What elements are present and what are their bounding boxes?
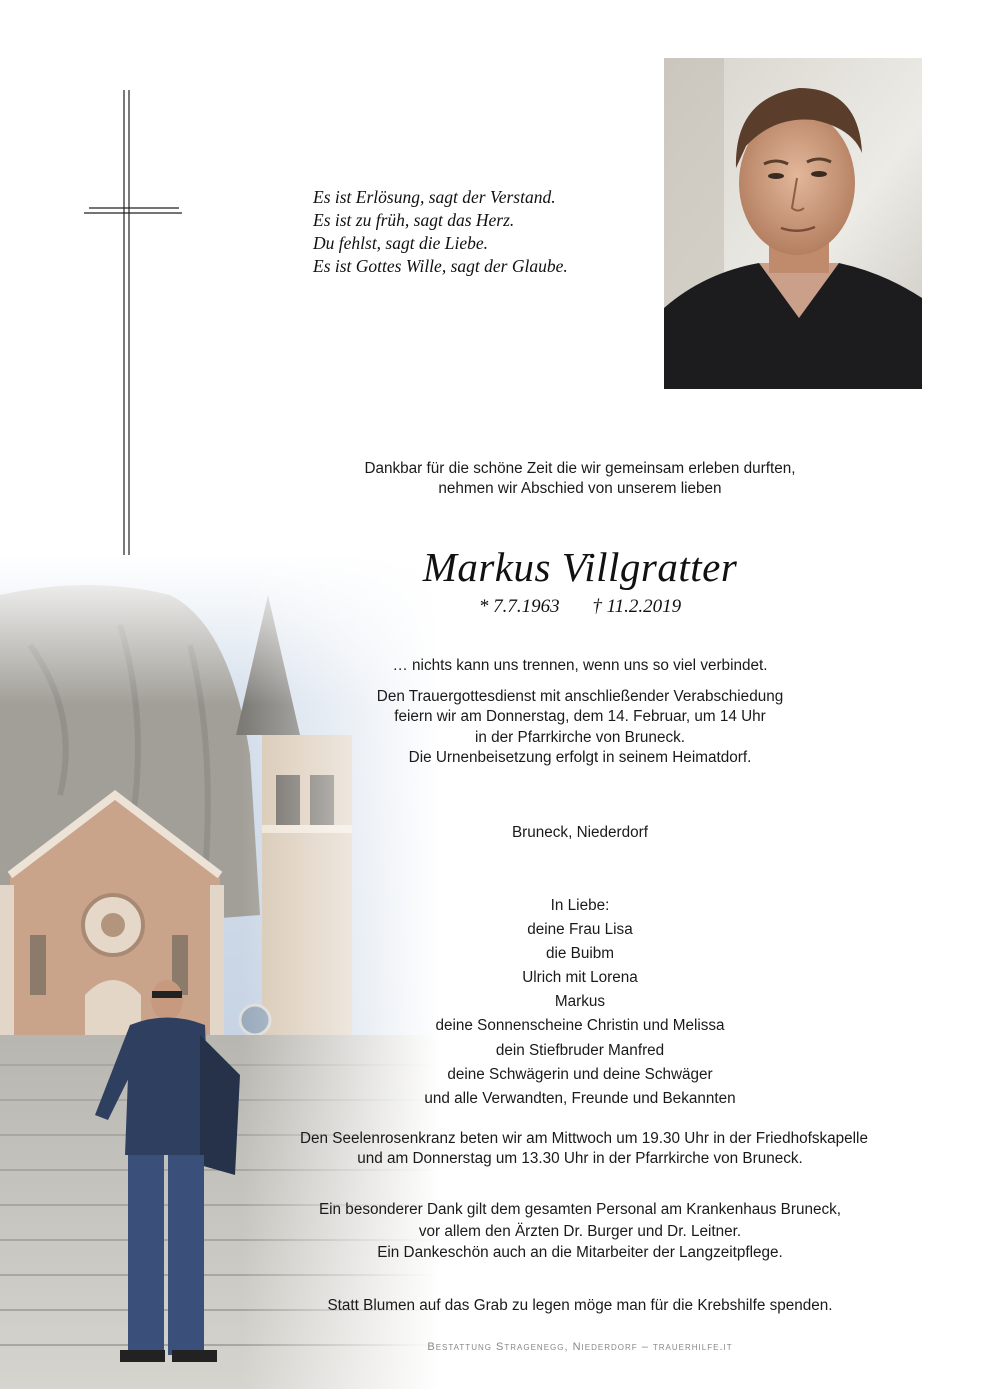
- rosary-line: und am Donnerstag um 13.30 Uhr in der Pfarrkirche von Bruneck.: [357, 1150, 803, 1168]
- service-info: [300, 687, 860, 769]
- thanks-line: vor allem den Ärzten Dr. Burger und Dr. Leitner.: [418, 1222, 742, 1240]
- death-date: † 11.2.2019: [592, 596, 682, 617]
- poem-line: Es ist Gottes Wille, sagt der Glaube.: [313, 256, 568, 276]
- service-line: Die Urnenbeisetzung erfolgt in seinem Heimatdorf.: [408, 749, 752, 767]
- mourners-heading: In Liebe:: [550, 897, 610, 914]
- mourner: die Buibm: [545, 945, 615, 963]
- mourner: deine Sonnenscheine Christin und Melissa: [435, 1017, 725, 1035]
- rosary-line: Den Seelenrosenkranz beten wir am Mittwoch um 19.30 Uhr in der Friedhofskapelle: [300, 1130, 868, 1147]
- mourner: deine Frau Lisa: [527, 921, 633, 939]
- motto: … nichts kann uns trennen, wenn uns so viel verbindet.: [392, 657, 768, 674]
- intro-text: [300, 459, 860, 500]
- mourner: deine Schwägerin und deine Schwäger: [447, 1065, 713, 1083]
- poem-line: Es ist Erlösung, sagt der Verstand.: [313, 187, 556, 207]
- cross-icon: [84, 90, 182, 572]
- deceased-name: Markus Villgratter: [422, 544, 738, 590]
- mourners-list: [300, 894, 860, 1111]
- life-dates: [330, 595, 830, 619]
- portrait-photo: [664, 58, 922, 389]
- thanks-line: Ein besonderer Dank gilt dem gesamten Personal am Krankenhaus Bruneck,: [318, 1201, 842, 1218]
- poem-line: Es ist zu früh, sagt das Herz.: [313, 210, 515, 230]
- thanks-text: [300, 1199, 860, 1264]
- mourner: Markus: [554, 993, 606, 1011]
- intro-line: nehmen wir Abschied von unserem lieben: [438, 480, 722, 498]
- service-line: in der Pfarrkirche von Bruneck.: [475, 728, 685, 746]
- mourner: und alle Verwandten, Freunde und Bekannten: [424, 1089, 736, 1107]
- poem-line: Du fehlst, sagt die Liebe.: [313, 233, 488, 253]
- mourner: Ulrich mit Lorena: [522, 969, 638, 987]
- place: Bruneck, Niederdorf: [511, 824, 649, 841]
- birth-date: * 7.7.1963: [478, 596, 560, 617]
- funeral-home-footer: Bestattung Stragenegg, Niederdorf – trauerhilfe.it: [427, 1341, 733, 1353]
- mourner: dein Stiefbruder Manfred: [495, 1041, 665, 1059]
- service-line: feiern wir am Donnerstag, dem 14. Februar, um 14 Uhr: [394, 708, 766, 726]
- service-line: Den Trauergottesdienst mit anschließender Verabschiedung: [376, 688, 784, 705]
- intro-line: Dankbar für die schöne Zeit die wir gemeinsam erleben durften,: [364, 460, 796, 477]
- rosary-info: [300, 1129, 868, 1170]
- thanks-line: Ein Dankeschön auch an die Mitarbeiter der Langzeitpflege.: [377, 1244, 783, 1261]
- donation-note: Statt Blumen auf das Grab zu legen möge man für die Krebshilfe spenden.: [327, 1297, 833, 1314]
- poem: [313, 186, 643, 278]
